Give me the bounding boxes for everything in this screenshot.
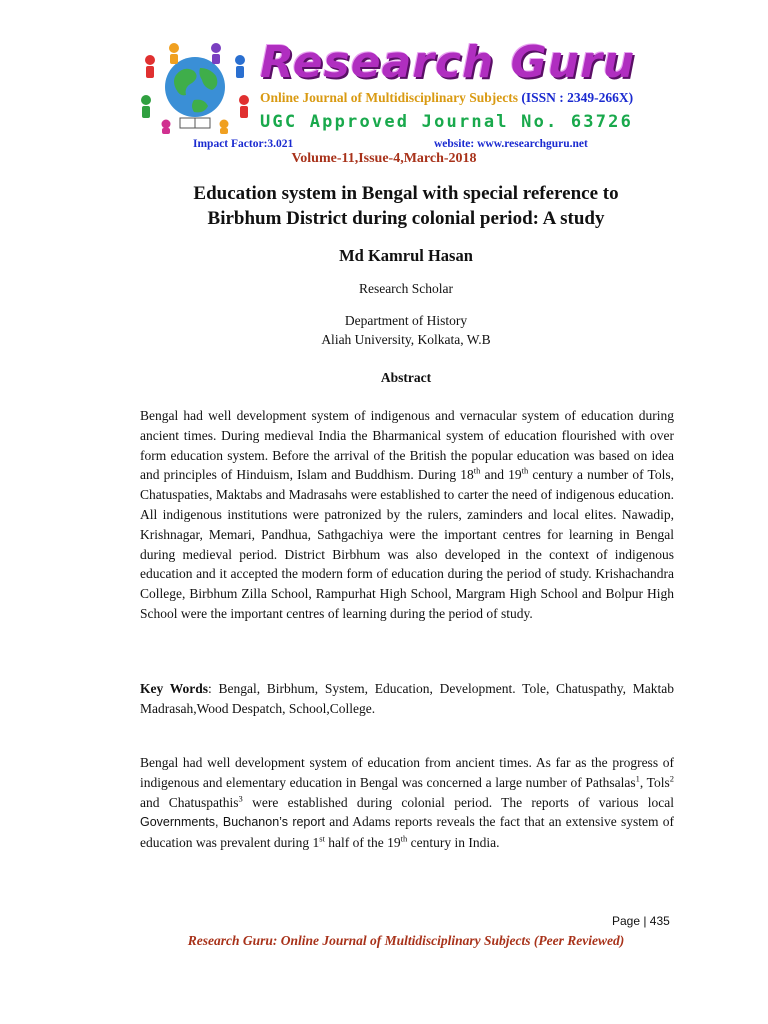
author-university: Aliah University, Kolkata, W.B [321,332,491,347]
author-department: Department of History [344,313,468,328]
abstract-text-1: Bengal had well development system of indigenous and vernacular system of education during ancient times. During medieval India the Bharmanical system of education flourished with over form education system. Before the arrival of the British the popular education was based on idea and principles of Hinduism, Islam and Buddhism. During 18 [140,408,674,483]
journal-website: website: www.researchguru.net [434,138,588,150]
intro-text-3: and Chatuspathis [140,794,239,810]
keywords-label: Key Words [140,681,208,696]
impact-factor: Impact Factor:3.021 [193,138,294,150]
article-title [100,181,712,231]
article-title-line-2: Birbhum District during colonial period: A study [207,208,605,229]
abstract-text-3: century a number of Tols, Chatuspaties, Maktabs and Madrasahs were established to carter the need of indigenous education. All indigenous institutions were patronized by the rulers, zaminders and local elites. Nawadip, Krishnagar, Memari, Pandhua, Sathgachiya were the important centres for learning in Bengal during medieval period. District Birbhum was also developed in the context of indigenous education and it accepted the modern form of education during the period of study. Krishachandra College, Birbhum Zilla School, Rampurhat High School, Margram High School and Bolpur High School were the important centres of learning during the period of study. [140,467,674,621]
keywords-paragraph [140,679,674,719]
footnote-ref: 2 [669,773,674,784]
author-role: Research Scholar [358,281,454,296]
superscript: th [521,465,529,476]
issn: (ISSN : 2349-266X) [521,90,634,105]
intro-text-6: and Adams reports reveals the fact that an extensive system of education was prevalent during 1 [140,814,674,851]
ugc-approval: UGC Approved Journal No. 63726 [260,112,634,132]
abstract-heading: Abstract [380,370,432,385]
superscript: st [319,833,325,844]
footnote-ref: 1 [635,773,640,784]
intro-text-1: Bengal had well development system of education from ancient times. As far as the progress of indigenous and elementary education in Bengal was concerned a large number of Pathsalas [140,755,674,790]
intro-text-5: Governments, Buchanon’s report [140,815,325,830]
author-name: Md Kamrul Hasan [339,246,473,265]
intro-text-2: , Tols [639,774,670,790]
intro-text-8: century in India. [407,835,500,851]
abstract-paragraph [140,406,674,624]
journal-subtitle [260,90,633,106]
intro-paragraph [140,753,674,853]
volume-issue: Volume-11,Issue-4,March-2018 [291,151,477,166]
footnote-ref: 3 [238,793,243,804]
article-title-line-1: Education system in Bengal with special reference to [193,183,619,204]
intro-text-4: were established during colonial period. The reports of various local [242,794,675,810]
page-number: Page | 435 [612,914,670,928]
globe-people-logo-icon [136,40,254,134]
footer-journal-name: Research Guru: Online Journal of Multidisciplinary Subjects (Peer Reviewed) [187,933,625,948]
superscript: th [473,465,481,476]
intro-text-7: half of the 19 [324,835,401,851]
journal-brand-title: Research Guru [260,37,636,88]
abstract-text-2: and 19 [480,467,522,483]
superscript: th [400,833,408,844]
keywords-text: : Bengal, Birbhum, System, Education, Development. Tole, Chatuspathy, Maktab Madrasah,Wood Despatch, School,College. [140,681,674,716]
journal-name: Online Journal of Multidisciplinary Subjects [260,90,519,105]
